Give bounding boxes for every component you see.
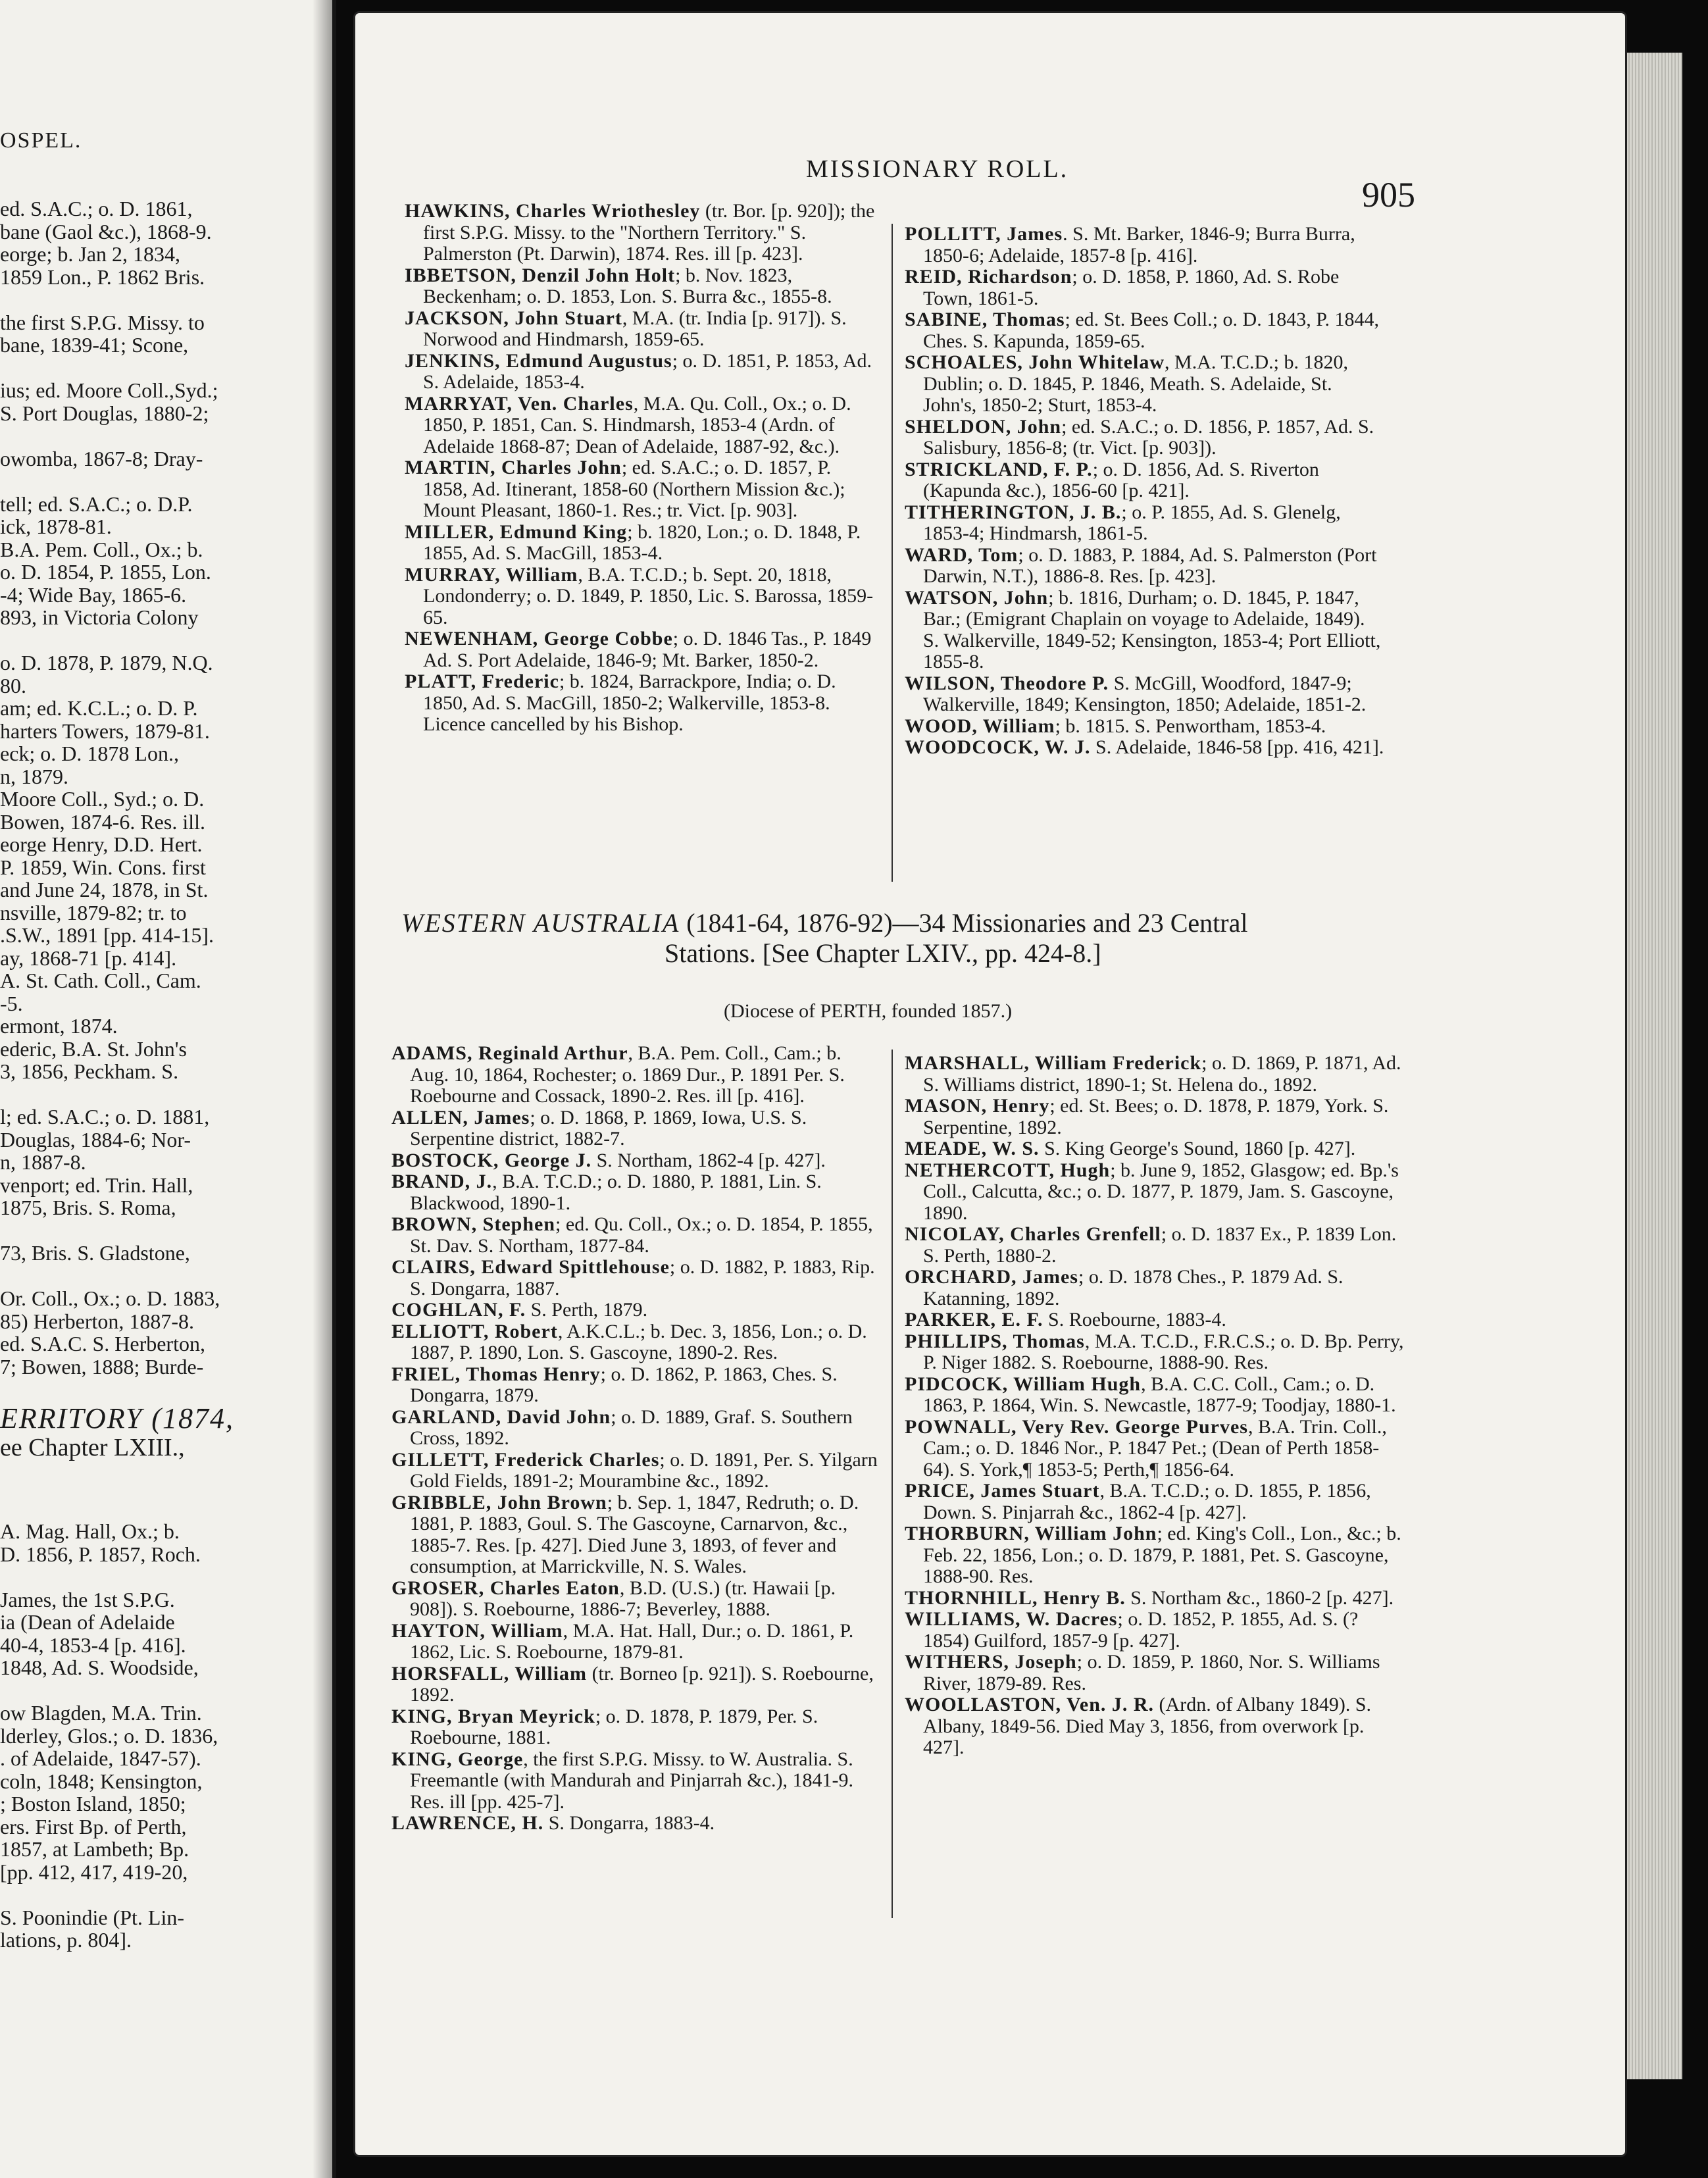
left-page-line: n, 1887-8. — [0, 1150, 86, 1174]
roll-entry — [391, 1492, 878, 1578]
missionary-details: ; o. D. 1858, P. 1860, Ad. S. Robe Town, 1861-5. — [923, 266, 1340, 309]
missionary-name: ELLIOTT, Robert — [391, 1320, 558, 1342]
missionary-name: SHELDON, John — [905, 415, 1062, 438]
missionary-details: ; b. 1820, Lon.; o. D. 1848, P. 1855, Ad. S. MacGill, 1853-4. — [423, 520, 861, 564]
roll-entry — [905, 1160, 1405, 1225]
missionary-details: , B.A. Pem. Coll., Cam.; b. Aug. 10, 1864, Rochester; o. 1869 Dur., P. 1891 Per. S. Roebourne and Cossack, 1890-2. Res. ill [p. 416]. — [410, 1042, 845, 1107]
missionary-name: GRIBBLE, John Brown — [391, 1491, 607, 1513]
roll-entry — [905, 417, 1385, 459]
roll-entry — [405, 308, 878, 351]
missionary-details: , B.D. (U.S.) (tr. Hawaii [p. 908]). S. Roebourne, 1886-7; Beverley, 1888. — [410, 1577, 836, 1620]
left-page-line: eorge; b. Jan 2, 1834, — [0, 242, 181, 266]
missionary-details: ; o. D. 1882, P. 1883, Rip. S. Dongarra, 1887. — [410, 1256, 875, 1300]
left-page-line: eck; o. D. 1878 Lon., — [0, 742, 179, 765]
left-page-line: 1875, Bris. S. Roma, — [0, 1196, 176, 1219]
missionary-details: ; b. June 9, 1852, Glasgow; ed. Bp.'s Coll., Calcutta, &c.; o. D. 1877, P. 1879, Jam. S. Gascoyne, 1890. — [923, 1159, 1399, 1224]
section-title-dates: (1841-64, 1876-92)—34 Missionaries and 23 Central — [680, 908, 1248, 938]
left-section-heading-line2: ee Chapter LXIII., — [0, 1434, 185, 1461]
missionary-name: IBBETSON, Denzil John Holt — [405, 264, 676, 286]
roll-entry — [905, 1374, 1405, 1417]
missionary-details: S. McGill, Woodford, 1847-9; Walkerville, 1849; Kensington, 1850; Adelaide, 1851-2. — [923, 672, 1367, 715]
left-page-line: ed. S.A.C. S. Herberton, — [0, 1332, 205, 1355]
missionary-details: , M.A. (tr. India [p. 917]). S. Norwood and Hindmarsh, 1859-65. — [423, 307, 847, 350]
missionary-details: ; o. P. 1855, Ad. S. Glenelg, 1853-4; Hindmarsh, 1861-5. — [923, 501, 1341, 544]
missionary-name: TITHERINGTON, J. B. — [905, 501, 1122, 523]
missionary-details: ; b. Nov. 1823, Beckenham; o. D. 1853, Lon. S. Burra &c., 1855-8. — [423, 264, 832, 307]
missionary-name: PHILLIPS, Thomas — [905, 1330, 1085, 1352]
roll-entry — [905, 545, 1385, 588]
missionary-name: WOODCOCK, W. J. — [905, 736, 1091, 758]
missionary-details: ; o. D. 1846 Tas., P. 1849 Ad. S. Port Adelaide, 1846-9; Mt. Barker, 1850-2. — [423, 628, 872, 671]
missionary-name: WILSON, Theodore P. — [905, 672, 1109, 694]
left-page-line: B.A. Pem. Coll., Ox.; b. — [0, 537, 203, 561]
missionary-details: ; o. D. 1869, P. 1871, Ad. S. Williams district, 1890-1; St. Helena do., 1892. — [923, 1052, 1401, 1096]
missionary-name: FRIEL, Thomas Henry — [391, 1363, 601, 1385]
left-page-line: D. 1856, P. 1857, Roch. — [0, 1542, 201, 1566]
missionary-details: ; o. D. 1878 Ches., P. 1879 Ad. S. Katanning, 1892. — [923, 1266, 1344, 1309]
missionary-name: MILLER, Edmund King — [405, 520, 628, 543]
roll-entry — [905, 1694, 1405, 1759]
missionary-name: KING, Bryan Meyrick — [391, 1705, 595, 1727]
left-page — [0, 0, 336, 2178]
missionary-name: JACKSON, John Stuart — [405, 307, 622, 329]
roll-entry — [905, 1267, 1405, 1309]
missionary-name: WATSON, John — [905, 586, 1049, 609]
missionary-name: MARRYAT, Ven. Charles — [405, 392, 634, 415]
left-page-line: 73, Bris. S. Gladstone, — [0, 1241, 190, 1265]
missionary-name: SCHOALES, John Whitelaw — [905, 351, 1165, 373]
roll-entry — [905, 1609, 1405, 1652]
missionary-name: WOOLLASTON, Ven. J. R. — [905, 1694, 1155, 1715]
left-page-line: coln, 1848; Kensington, — [0, 1769, 203, 1793]
left-page-line: n, 1879. — [0, 764, 68, 788]
roll-entry — [905, 1523, 1405, 1588]
missionary-name: NETHERCOTT, Hugh — [905, 1159, 1111, 1181]
roll-entry — [905, 309, 1385, 352]
missionary-details: (Ardn. of Albany 1849). S. Albany, 1849-56. Died May 3, 1856, from overwork [p. 427]. — [923, 1694, 1372, 1758]
missionary-name: WITHERS, Joseph — [905, 1651, 1077, 1673]
missionary-name: LAWRENCE, H. — [391, 1812, 544, 1834]
left-page-line: -4; Wide Bay, 1865-6. — [0, 582, 187, 607]
column-divider-bottom — [892, 1050, 893, 1918]
left-page-line: A. St. Cath. Coll., Cam. — [0, 969, 201, 992]
left-page-line: James, the 1st S.P.G. — [0, 1587, 175, 1611]
left-page-line: Or. Coll., Ox.; o. D. 1883, — [0, 1286, 220, 1310]
missionary-details: ; o. D. 1889, Graf. S. Southern Cross, 1892. — [410, 1406, 853, 1449]
missionary-details: ; o. D. 1878, P. 1879, Per. S. Roebourne, 1881. — [410, 1705, 818, 1748]
left-page-line: 1859 Lon., P. 1862 Bris. — [0, 265, 205, 289]
roll-entry — [391, 1813, 878, 1835]
missionary-details: S. King George's Sound, 1860 [p. 427]. — [1039, 1138, 1356, 1159]
missionary-name: PIDCOCK, William Hugh — [905, 1373, 1142, 1395]
roll-entry — [391, 1171, 878, 1214]
roll-entry — [405, 393, 878, 458]
missionary-details: . S. Mt. Barker, 1846-9; Burra Burra, 1850-6; Adelaide, 1857-8 [p. 416]. — [923, 223, 1355, 266]
missionary-name: HAYTON, William — [391, 1619, 563, 1642]
missionary-name: MARSHALL, William Frederick — [905, 1052, 1202, 1074]
left-page-line: ius; ed. Moore Coll.,Syd.; — [0, 378, 218, 402]
missionary-name: WILLIAMS, W. Dacres — [905, 1608, 1118, 1630]
roll-entry — [405, 201, 878, 265]
missionary-details: , B.A. T.C.D.; o. D. 1855, P. 1856, Down. S. Pinjarrah &c., 1862-4 [p. 427]. — [923, 1480, 1371, 1523]
roll-entry — [905, 1096, 1405, 1138]
roll-entry — [391, 1043, 878, 1107]
roll-entry — [905, 1138, 1405, 1160]
missionary-name: BROWN, Stephen — [391, 1213, 556, 1235]
missionary-name: SABINE, Thomas — [905, 309, 1065, 330]
missionary-name: CLAIRS, Edward Spittlehouse — [391, 1256, 670, 1278]
column-bottom-left — [391, 1043, 878, 1835]
left-page-line: nsville, 1879-82; tr. to — [0, 900, 187, 924]
left-page-line: A. Mag. Hall, Ox.; b. — [0, 1519, 180, 1543]
missionary-details: ; ed. St. Bees; o. D. 1878, P. 1879, York. S. Serpentine, 1892. — [923, 1095, 1389, 1138]
left-page-line: ow Blagden, M.A. Trin. — [0, 1701, 202, 1725]
left-page-line: eorge Henry, D.D. Hert. — [0, 832, 203, 856]
missionary-details: , the first S.P.G. Missy. to W. Australia. S. Freemantle (with Mandurah and Pinjarrah &c.), 1841-9. Res. ill [pp. 425-7]. — [410, 1748, 853, 1813]
left-page-line: venport; ed. Trin. Hall, — [0, 1173, 193, 1197]
missionary-details: ; b. 1824, Barrackpore, India; o. D. 1850, Ad. S. MacGill, 1850-2; Walkerville, 1853-8. Licence cancelled by his Bishop. — [423, 671, 836, 735]
missionary-name: GROSER, Charles Eaton — [391, 1577, 620, 1599]
roll-entry — [405, 457, 878, 522]
missionary-name: PLATT, Frederic — [405, 671, 559, 692]
missionary-details: , M.A. T.C.D., F.R.C.S.; o. D. Bp. Perry, P. Niger 1882. S. Roebourne, 1888-90. Res. — [923, 1330, 1404, 1373]
missionary-name: STRICKLAND, F. P. — [905, 458, 1093, 480]
roll-entry — [905, 1224, 1405, 1267]
roll-entry — [905, 737, 1385, 759]
left-page-line: lderley, Glos.; o. D. 1836, — [0, 1723, 218, 1748]
missionary-name: WARD, Tom — [905, 544, 1018, 566]
roll-entry — [905, 716, 1385, 738]
left-page-line: 1857, at Lambeth; Bp. — [0, 1837, 189, 1861]
roll-entry — [405, 351, 878, 393]
left-page-line: .S.W., 1891 [pp. 414-15]. — [0, 923, 214, 947]
left-page-line: S. Port Douglas, 1880-2; — [0, 401, 209, 425]
left-page-line: S. Poonindie (Pt. Lin- — [0, 1905, 185, 1929]
roll-entry — [905, 1053, 1405, 1096]
roll-entry — [391, 1450, 878, 1492]
left-page-line: tell; ed. S.A.C.; o. D.P. — [0, 492, 193, 516]
column-divider-top — [892, 224, 893, 882]
missionary-details: , M.A. Qu. Coll., Ox.; o. D. 1850, P. 1851, Can. S. Hindmarsh, 1853-4 (Ardn. of Adelaide 1868-87; Dean of Adelaide, 1887-92, &c.). — [423, 392, 851, 457]
column-top-left — [405, 201, 878, 736]
missionary-name: POLLITT, James — [905, 223, 1063, 245]
left-page-line: ed. S.A.C.; o. D. 1861, — [0, 197, 193, 220]
left-page-line: -5. — [0, 991, 23, 1015]
missionary-name: MASON, Henry — [905, 1095, 1050, 1117]
column-top-right — [905, 224, 1385, 759]
missionary-name: POWNALL, Very Rev. George Purves — [905, 1415, 1248, 1438]
missionary-name: MARTIN, Charles John — [405, 457, 622, 478]
left-page-line: [pp. 412, 417, 419-20, — [0, 1860, 188, 1884]
missionary-name: MURRAY, William — [405, 563, 578, 586]
left-page-line: l; ed. S.A.C.; o. D. 1881, — [0, 1105, 210, 1128]
missionary-details: ; o. D. 1868, P. 1869, Iowa, U.S. S. Serpentine district, 1882-7. — [410, 1106, 807, 1150]
roll-entry — [405, 265, 878, 308]
left-page-line: 7; Bowen, 1888; Burde- — [0, 1354, 204, 1379]
left-page-line: ia (Dean of Adelaide — [0, 1610, 175, 1634]
left-page-line: o. D. 1854, P. 1855, Lon. — [0, 560, 211, 584]
roll-entry — [905, 266, 1385, 309]
roll-entry — [905, 459, 1385, 502]
left-page-line: 80. — [0, 673, 26, 697]
missionary-details: ; o. D. 1859, P. 1860, Nor. S. Williams River, 1879-89. Res. — [923, 1651, 1380, 1694]
missionary-details: (tr. Borneo [p. 921]). S. Roebourne, 1892. — [410, 1662, 874, 1706]
missionary-name: HAWKINS, Charles Wriothesley — [405, 200, 701, 222]
missionary-details: ; o. D. 1862, P. 1863, Ches. S. Dongarra, 1879. — [410, 1363, 838, 1406]
missionary-details: ; o. D. 1852, P. 1855, Ad. S. (? 1854) Guilford, 1857-9 [p. 427]. — [923, 1608, 1359, 1652]
roll-entry — [405, 565, 878, 629]
missionary-details: ; ed. King's Coll., Lon., &c.; b. Feb. 22, 1856, Lon.; o. D. 1879, P. 1881, Pet. S. Gascoyne, 1888-90. Res. — [923, 1523, 1401, 1587]
left-page-line: 893, in Victoria Colony — [0, 605, 199, 629]
missionary-name: HORSFALL, William — [391, 1662, 588, 1684]
page-number: 905 — [1362, 175, 1415, 215]
roll-entry — [905, 1588, 1405, 1609]
missionary-details: S. Adelaide, 1846-58 [pp. 416, 421]. — [1090, 736, 1384, 758]
missionary-details: , M.A. T.C.D.; b. 1820, Dublin; o. D. 1845, P. 1846, Meath. S. Adelaide, St. John's, 1850-2; Sturt, 1853-4. — [923, 351, 1348, 416]
diocese-note: (Diocese of PERTH, founded 1857.) — [724, 1000, 1013, 1022]
column-bottom-right — [905, 1053, 1405, 1759]
roll-entry — [405, 628, 878, 671]
missionary-name: BOSTOCK, George J. — [391, 1149, 592, 1171]
roll-entry — [905, 502, 1385, 545]
roll-entry — [905, 352, 1385, 417]
missionary-name: MEADE, W. S. — [905, 1138, 1040, 1159]
missionary-details: ; o. D. 1883, P. 1884, Ad. S. Palmerston (Port Darwin, N.T.), 1886-8. Res. [p. 423]. — [923, 544, 1377, 587]
missionary-details: ; o. D. 1891, Per. S. Yilgarn Gold Fields, 1891-2; Mourambine &c., 1892. — [410, 1448, 878, 1492]
missionary-name: WOOD, William — [905, 715, 1055, 737]
left-page-line: 85) Herberton, 1887-8. — [0, 1309, 195, 1333]
missionary-details: ; b. 1816, Durham; o. D. 1845, P. 1847, Bar.; (Emigrant Chaplain on voyage to Adelaide, 1849). S. Walkerville, 1849-52; Kensington, 1853-4; Port Elliott, 1855-8. — [923, 586, 1381, 672]
left-page-line: . of Adelaide, 1847-57). — [0, 1746, 201, 1770]
missionary-details: , B.A. T.C.D.; o. D. 1880, P. 1881, Lin. S. Blackwood, 1890-1. — [410, 1171, 822, 1214]
missionary-details: , M.A. Hat. Hall, Dur.; o. D. 1861, P. 1862, Lic. S. Roebourne, 1879-81. — [410, 1619, 854, 1663]
roll-entry — [391, 1578, 878, 1621]
missionary-details: (tr. Bor. [p. 920]); the first S.P.G. Missy. to the "Northern Territory." S. Palmerston (Pt. Darwin), 1874. Res. ill [p. 423]. — [423, 200, 875, 265]
missionary-name: REID, Richardson — [905, 266, 1072, 288]
left-page-line: 40-4, 1853-4 [p. 416]. — [0, 1633, 186, 1657]
missionary-details: ; b. Sep. 1, 1847, Redruth; o. D. 1881, P. 1883, Goul. S. The Gascoyne, Carnarvon, &c., 1885-7. Res. [p. 427]. Died June 3, 1893, of fever and consumption, at Marrickville, N. S. Wales. — [410, 1491, 859, 1577]
missionary-name: THORBURN, William John — [905, 1523, 1157, 1544]
missionary-details: ; b. 1815. S. Penwortham, 1853-4. — [1055, 715, 1326, 737]
missionary-name: BRAND, J. — [391, 1171, 493, 1192]
missionary-name: JENKINS, Edmund Augustus — [405, 349, 672, 372]
missionary-details: ; o. D. 1856, Ad. S. Riverton (Kapunda &c.), 1856-60 [p. 421]. — [923, 458, 1319, 501]
left-page-line: 1848, Ad. S. Woodside, — [0, 1656, 199, 1679]
left-page-line: ; Boston Island, 1850; — [0, 1792, 186, 1815]
roll-entry — [391, 1321, 878, 1364]
missionary-name: PRICE, James Stuart — [905, 1480, 1100, 1502]
left-page-line: the first S.P.G. Missy. to — [0, 310, 205, 334]
left-page-line: bane, 1839-41; Scone, — [0, 333, 189, 357]
left-page-line: ermont, 1874. — [0, 1014, 118, 1038]
roll-entry — [905, 1652, 1405, 1694]
left-page-line: 3, 1856, Peckham. S. — [0, 1059, 179, 1083]
left-page-line: lations, p. 804]. — [0, 1928, 132, 1952]
missionary-name: PARKER, E. F. — [905, 1309, 1043, 1330]
missionary-details: , B.A. C.C. Coll., Cam.; o. D. 1863, P. 1864, Win. S. Newcastle, 1877-9; Toodjay, 1880-1. — [923, 1373, 1396, 1416]
page-gutter-shadow — [313, 0, 332, 2178]
missionary-details: ; ed. St. Bees Coll.; o. D. 1843, P. 1844, Ches. S. Kapunda, 1859-65. — [923, 309, 1380, 352]
page-edges — [1625, 53, 1682, 2079]
roll-entry — [391, 1107, 878, 1150]
missionary-details: ; ed. Qu. Coll., Ox.; o. D. 1854, P. 1855, St. Dav. S. Northam, 1877-84. — [410, 1213, 873, 1257]
roll-entry — [405, 671, 878, 736]
left-page-line: ay, 1868-71 [p. 414]. — [0, 946, 177, 970]
roll-entry — [391, 1300, 878, 1321]
left-page-line: ers. First Bp. of Perth, — [0, 1814, 187, 1838]
left-page-line: P. 1859, Win. Cons. first — [0, 855, 206, 879]
roll-entry — [391, 1214, 878, 1257]
roll-entry — [905, 1331, 1405, 1374]
roll-entry — [391, 1706, 878, 1749]
missionary-details: ; ed. S.A.C.; o. D. 1857, P. 1858, Ad. Itinerant, 1858-60 (Northern Mission &c.); Mount Pleasant, 1860-1. Res.; tr. Vict. [p. 903]. — [423, 457, 845, 521]
roll-entry — [905, 588, 1385, 673]
roll-entry — [391, 1150, 878, 1172]
left-page-line: harters Towers, 1879-81. — [0, 719, 210, 743]
section-title — [401, 908, 1612, 969]
missionary-details: ; o. D. 1837 Ex., P. 1839 Lon. S. Perth, 1880-2. — [923, 1223, 1397, 1267]
missionary-name: THORNHILL, Henry B. — [905, 1586, 1126, 1609]
missionary-name: KING, George — [391, 1748, 524, 1770]
missionary-details: S. Northam, 1862-4 [p. 427]. — [591, 1149, 826, 1171]
missionary-name: ORCHARD, James — [905, 1266, 1078, 1288]
missionary-details: S. Perth, 1879. — [526, 1299, 648, 1321]
missionary-details: S. Dongarra, 1883-4. — [543, 1812, 715, 1834]
running-head: MISSIONARY ROLL. — [806, 155, 1069, 183]
left-page-line: ick, 1878-81. — [0, 515, 112, 538]
right-page — [355, 13, 1625, 2155]
left-page-line: o. D. 1878, P. 1879, N.Q. — [0, 651, 213, 674]
roll-entry — [391, 1407, 878, 1450]
missionary-details: ; o. D. 1851, P. 1853, Ad. S. Adelaide, 1853-4. — [423, 349, 872, 393]
missionary-details: ; ed. S.A.C.; o. D. 1856, P. 1857, Ad. S. Salisbury, 1856-8; (tr. Vict. [p. 903]). — [923, 415, 1374, 459]
roll-entry — [391, 1749, 878, 1813]
missionary-details: S. Northam &c., 1860-2 [p. 427]. — [1125, 1586, 1394, 1609]
roll-entry — [905, 1481, 1405, 1523]
missionary-name: ADAMS, Reginald Arthur — [391, 1042, 628, 1064]
missionary-name: GARLAND, David John — [391, 1406, 611, 1428]
left-page-line: am; ed. K.C.L.; o. D. P. — [0, 696, 198, 720]
section-title-line2: Stations. [See Chapter LXIV., pp. 424-8.] — [665, 938, 1101, 968]
roll-entry — [905, 1417, 1405, 1481]
roll-entry — [391, 1364, 878, 1407]
roll-entry — [391, 1621, 878, 1663]
section-title-region: WESTERN AUSTRALIA — [401, 908, 680, 938]
missionary-details: , A.K.C.L.; b. Dec. 3, 1856, Lon.; o. D. 1887, P. 1890, Lon. S. Gascoyne, 1890-2. Res. — [410, 1320, 867, 1363]
roll-entry — [905, 673, 1385, 716]
left-section-heading: ERRITORY (1874, — [0, 1402, 234, 1434]
missionary-details: , B.A. Trin. Coll., Cam.; o. D. 1846 Nor., P. 1847 Pet.; (Dean of Perth 1858-64). S. York,¶ 1853-5; Perth,¶ 1856-64. — [923, 1415, 1387, 1481]
left-page-line: and June 24, 1878, in St. — [0, 878, 209, 901]
left-page-line: owomba, 1867-8; Dray- — [0, 446, 203, 470]
missionary-name: NICOLAY, Charles Grenfell — [905, 1223, 1161, 1245]
left-page-line: Moore Coll., Syd.; o. D. — [0, 787, 205, 811]
missionary-details: S. Roebourne, 1883-4. — [1043, 1309, 1226, 1330]
roll-entry — [391, 1257, 878, 1300]
roll-entry — [905, 1309, 1405, 1331]
roll-entry — [905, 224, 1385, 266]
left-page-line: bane (Gaol &c.), 1868-9. — [0, 219, 212, 243]
missionary-details: , B.A. T.C.D.; b. Sept. 20, 1818, Londonderry; o. D. 1849, P. 1850, Lic. S. Barossa, 1859-65. — [423, 563, 874, 628]
left-page-line: Bowen, 1874-6. Res. ill. — [0, 809, 205, 834]
missionary-name: NEWENHAM, George Cobbe — [405, 628, 673, 649]
roll-entry — [391, 1663, 878, 1706]
left-page-heading: OSPEL. — [0, 128, 82, 153]
left-page-line: ederic, B.A. St. John's — [0, 1036, 187, 1061]
left-page-line: Douglas, 1884-6; Nor- — [0, 1127, 191, 1152]
missionary-name: COGHLAN, F. — [391, 1299, 526, 1321]
roll-entry — [405, 522, 878, 565]
missionary-name: GILLETT, Frederick Charles — [391, 1448, 660, 1471]
missionary-name: ALLEN, James — [391, 1106, 530, 1128]
